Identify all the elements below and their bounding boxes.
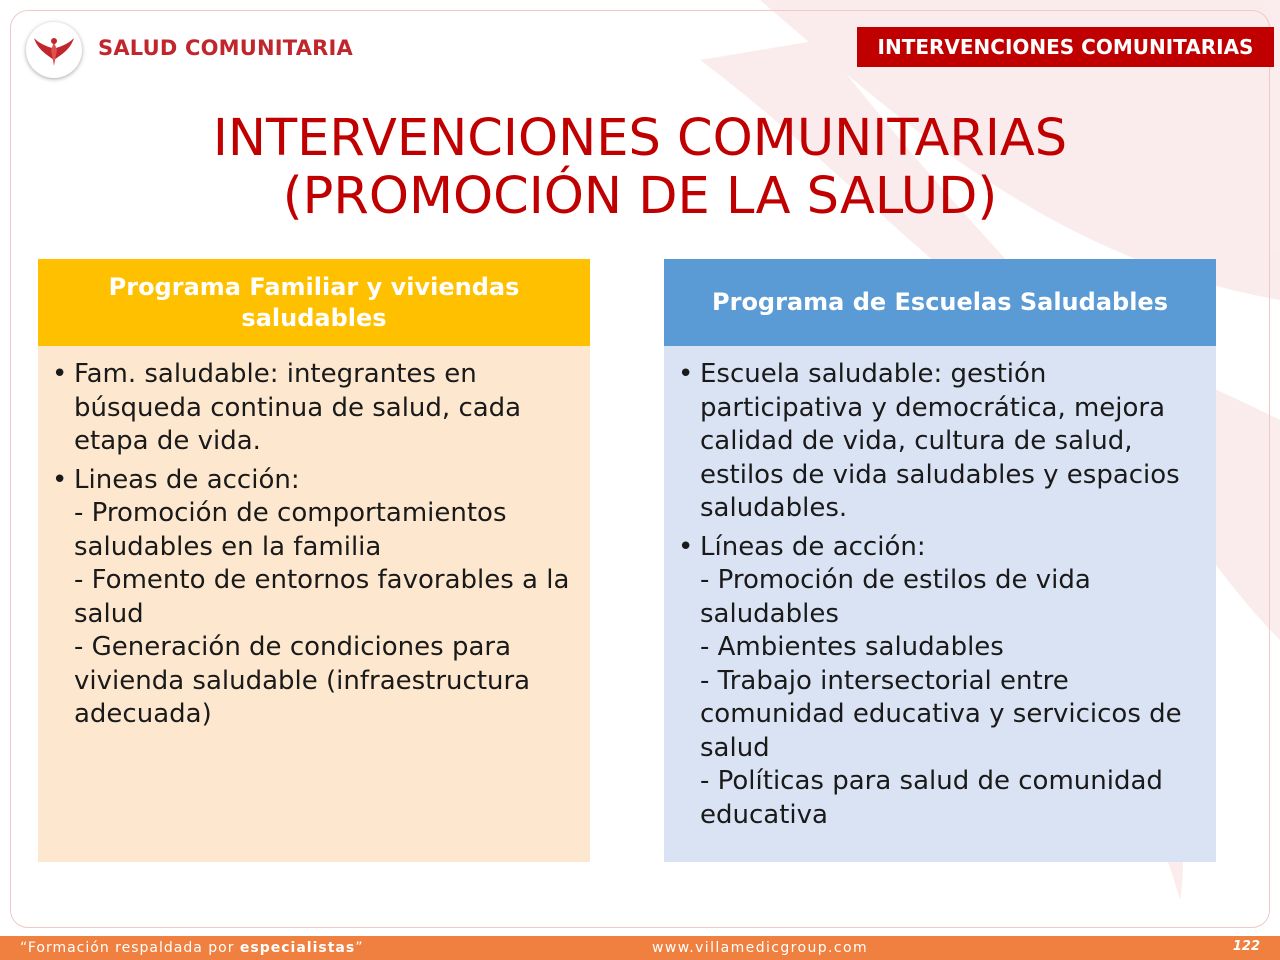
footer-tagline [20,940,363,956]
list-item [678,531,1198,833]
tagline-bold: especialistas [239,940,356,956]
list-item-text: Lineas de acción: - Promoción de comportamientos saludables en la familia - Fomento de entornos favorables a la salud - Generación de condiciones para vivienda saludable (infraestructura adecuada) [74,464,570,729]
family-program-panel [38,259,590,862]
school-program-panel [664,259,1216,862]
list-item-text: Escuela saludable: gestión participativa y democrática, mejora calidad de vida, cultura de salud, estilos de vida saludables y espacios saludables. [700,359,1180,523]
footer-bar [0,936,1280,960]
list-item [52,464,572,732]
tagline-end: ” [355,940,364,956]
panel-heading: Programa Familiar y viviendas saludables [38,259,590,346]
panel-body [38,346,590,862]
panel-body [664,346,1216,862]
list-item-text: Líneas de acción: - Promoción de estilos de vida saludables - Ambientes saludables - Trabajo intersectorial entre comunidad educativa y servicicos de salud - Políticas para salud de comunidad educativa [700,531,1182,830]
bullet-icon: • [52,464,68,495]
bullet-icon: • [678,531,694,562]
page-title [90,110,1190,226]
tagline-start: “Formación respaldada por [20,940,240,956]
list-item-text: Fam. saludable: integrantes en búsqueda continua de salud, cada etapa de vida. [74,359,522,456]
page-number: 122 [1232,939,1260,954]
title-line-1: INTERVENCIONES COMUNITARIAS [212,109,1068,168]
phoenix-wings-icon [32,30,76,70]
website-link[interactable]: www.villamedicgroup.com [652,940,868,956]
bullet-icon: • [52,359,68,389]
logo [26,22,82,78]
title-line-2: (PROMOCIÓN DE LA SALUD) [282,167,998,226]
section-badge: INTERVENCIONES COMUNITARIAS [857,27,1274,67]
bullet-icon: • [678,359,694,389]
list-item [52,358,572,459]
panel-heading: Programa de Escuelas Saludables [664,259,1216,346]
brand-name: SALUD COMUNITARIA [98,36,353,60]
list-item [678,358,1198,526]
